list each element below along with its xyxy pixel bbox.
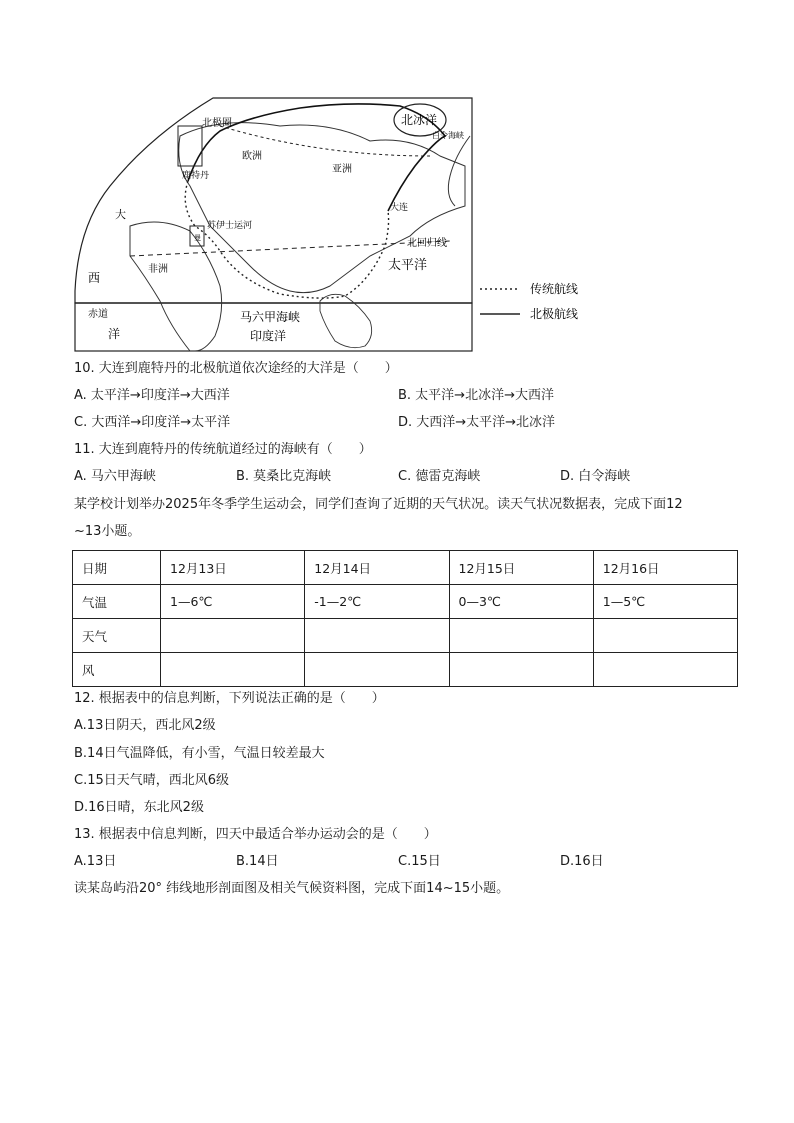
label-beiji: 北极圈 — [202, 118, 232, 129]
table-row — [73, 653, 738, 687]
q11-option-d[interactable]: D. 白令海峡 — [560, 469, 631, 484]
label-equator: 赤道 — [88, 309, 108, 320]
weather-icon-cell — [305, 619, 449, 653]
tropic-line — [130, 241, 450, 256]
q10-option-a[interactable]: A. 太平洋→印度洋→大西洋 — [74, 388, 230, 403]
q10-stem: 10. 大连到鹿特丹的北极航道依次途经的大洋是（ ） — [74, 361, 398, 376]
label-indian: 印度洋 — [250, 329, 287, 343]
table-cell: 12月15日 — [449, 551, 593, 585]
q13-stem: 13. 根据表中信息判断，四天中最适合举办运动会的是（ ） — [74, 827, 437, 842]
weather-icon-cell — [593, 619, 737, 653]
label-malacca: 马六甲海峡 — [240, 310, 301, 324]
label-asia: 亚洲 — [332, 164, 352, 175]
table-cell: 0—3℃ — [449, 585, 593, 619]
table-cell: 1—6℃ — [161, 585, 305, 619]
route-map-figure — [70, 96, 590, 352]
africa-outline — [130, 222, 222, 351]
weather-intro-line2: ~13小题。 — [74, 524, 141, 539]
label-yang: 洋 — [108, 327, 121, 341]
q12-option-d[interactable]: D.16日晴，东北风2级 — [74, 800, 204, 815]
wind-icon-cell — [593, 653, 737, 687]
table-cell: 12月16日 — [593, 551, 737, 585]
q13-option-c[interactable]: C.15日 — [398, 854, 441, 869]
table-row — [73, 585, 738, 619]
island-intro: 读某岛屿沿20° 纬线地形剖面图及相关气候资料图，完成下面14~15小题。 — [74, 881, 510, 896]
q13-option-a[interactable]: A.13日 — [74, 854, 117, 869]
label-north-ocean: 北冰洋 — [401, 113, 438, 127]
weather-icon-cell — [449, 619, 593, 653]
traditional-route — [185, 181, 388, 298]
q11-stem: 11. 大连到鹿特丹的传统航道经过的海峡有（ ） — [74, 442, 372, 457]
label-africa: 非洲 — [148, 264, 168, 275]
weather-icon-cell — [161, 619, 305, 653]
table-cell: 天气 — [73, 619, 161, 653]
q12-option-a[interactable]: A.13日阴天，西北风2级 — [74, 718, 216, 733]
label-rotterdam: 鹿特丹 — [182, 171, 210, 181]
alaska-coast — [448, 136, 470, 206]
wind-icon-cell — [449, 653, 593, 687]
wind-icon-cell — [161, 653, 305, 687]
weather-table — [72, 550, 738, 687]
q10-option-d[interactable]: D. 大西洋→太平洋→北冰洋 — [398, 415, 556, 430]
q11-option-c[interactable]: C. 德雷克海峡 — [398, 469, 481, 484]
label-dalian: 大连 — [390, 203, 409, 213]
q11-option-b[interactable]: B. 莫桑比克海峡 — [236, 469, 332, 484]
table-cell: 12月13日 — [161, 551, 305, 585]
indonesia-outline — [320, 294, 372, 347]
label-bering: 白令海峡 — [432, 131, 464, 140]
table-cell: 12月14日 — [305, 551, 449, 585]
q12-option-b[interactable]: B.14日气温降低，有小雪，气温日较差最大 — [74, 746, 325, 761]
label-xi: 西 — [88, 271, 101, 285]
label-da: 大 — [115, 208, 126, 221]
label-tropic: 北回归线 — [407, 238, 447, 249]
label-pacific: 太平洋 — [388, 258, 428, 273]
label-suez: 苏伊士运河 — [207, 221, 253, 231]
table-row — [73, 551, 738, 585]
table-cell: -1—2℃ — [305, 585, 449, 619]
table-row — [73, 619, 738, 653]
q13-option-b[interactable]: B.14日 — [236, 854, 279, 869]
q12-option-c[interactable]: C.15日天气晴，西北风6级 — [74, 773, 230, 788]
weather-intro-line1: 某学校计划举办2025年冬季学生运动会，同学们查询了近期的天气状况。读天气状况数据表，完成下面12 — [74, 497, 683, 512]
q10-option-b[interactable]: B. 太平洋→北冰洋→大西洋 — [398, 388, 554, 403]
table-cell: 日期 — [73, 551, 161, 585]
label-europe: 欧洲 — [242, 151, 262, 162]
legend-arctic: 北极航线 — [530, 307, 579, 321]
q12-stem: 12. 根据表中的信息判断，下列说法正确的是（ ） — [74, 691, 385, 706]
wind-icon-cell — [305, 653, 449, 687]
table-cell: 风 — [73, 653, 161, 687]
table-cell: 1—5℃ — [593, 585, 737, 619]
label-gulf: 曼 — [194, 234, 201, 242]
q10-option-c[interactable]: C. 大西洋→印度洋→太平洋 — [74, 415, 231, 430]
q13-option-d[interactable]: D.16日 — [560, 854, 604, 869]
legend-traditional: 传统航线 — [530, 282, 579, 296]
table-cell: 气温 — [73, 585, 161, 619]
q11-option-a[interactable]: A. 马六甲海峡 — [74, 469, 156, 484]
route-map — [70, 96, 590, 352]
